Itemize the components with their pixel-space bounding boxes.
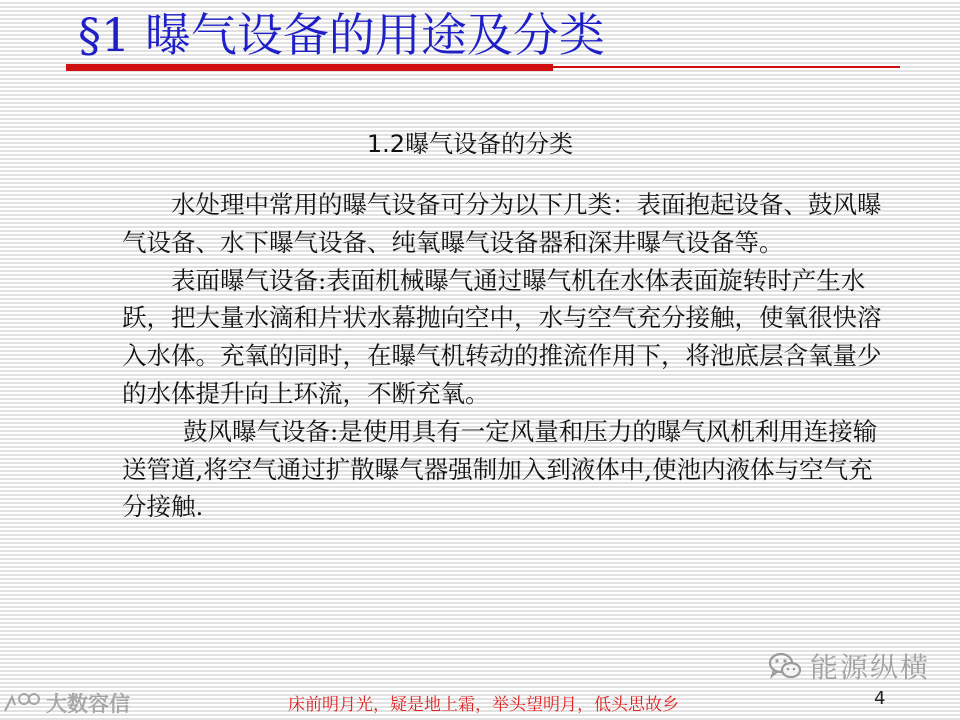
footer-logo-text: 大数容信 <box>46 692 130 716</box>
page-number: 4 <box>874 688 886 709</box>
slide-title: §1 曝气设备的用途及分类 <box>78 8 605 62</box>
watermark <box>768 648 930 684</box>
watermark-text: 能源纵横 <box>810 651 931 684</box>
paragraph-overview: 水处理中常用的曝气设备可分为以下几类：表面抱起设备、鼓风曝气设备、水下曝气设备、纯氧曝气设备器和深井曝气设备等。 <box>122 190 882 257</box>
title-underline-thick <box>66 64 553 71</box>
section-subtitle: 1.2曝气设备的分类 <box>366 130 574 158</box>
logo-mark-icon <box>2 691 42 715</box>
paragraph-blower-aeration: 鼓风曝气设备:是使用具有一定风量和压力的曝气风机利用连接输送管道,将空气通过扩散曝气器强制加入到液体中,使池内液体与空气充分接触. <box>122 416 878 522</box>
title-underline-thin <box>553 66 900 68</box>
body-text <box>122 186 882 526</box>
footer-logo <box>2 688 130 718</box>
wechat-icon <box>768 651 802 681</box>
footer-slogan: 床前明月光，疑是地上霜，举头望明月，低头思故乡 <box>288 695 679 715</box>
paragraph-surface-aeration: 表面曝气设备:表面机械曝气通过曝气机在水体表面旋转时产生水跃，把大量水滴和片状水幕抛向空中，水与空气充分接触，使氧很快溶入水体。充氧的同时，在曝气机转动的推流作用下，将池底层含氧量少的水体提升向上环流，不断充氧。 <box>122 265 882 408</box>
